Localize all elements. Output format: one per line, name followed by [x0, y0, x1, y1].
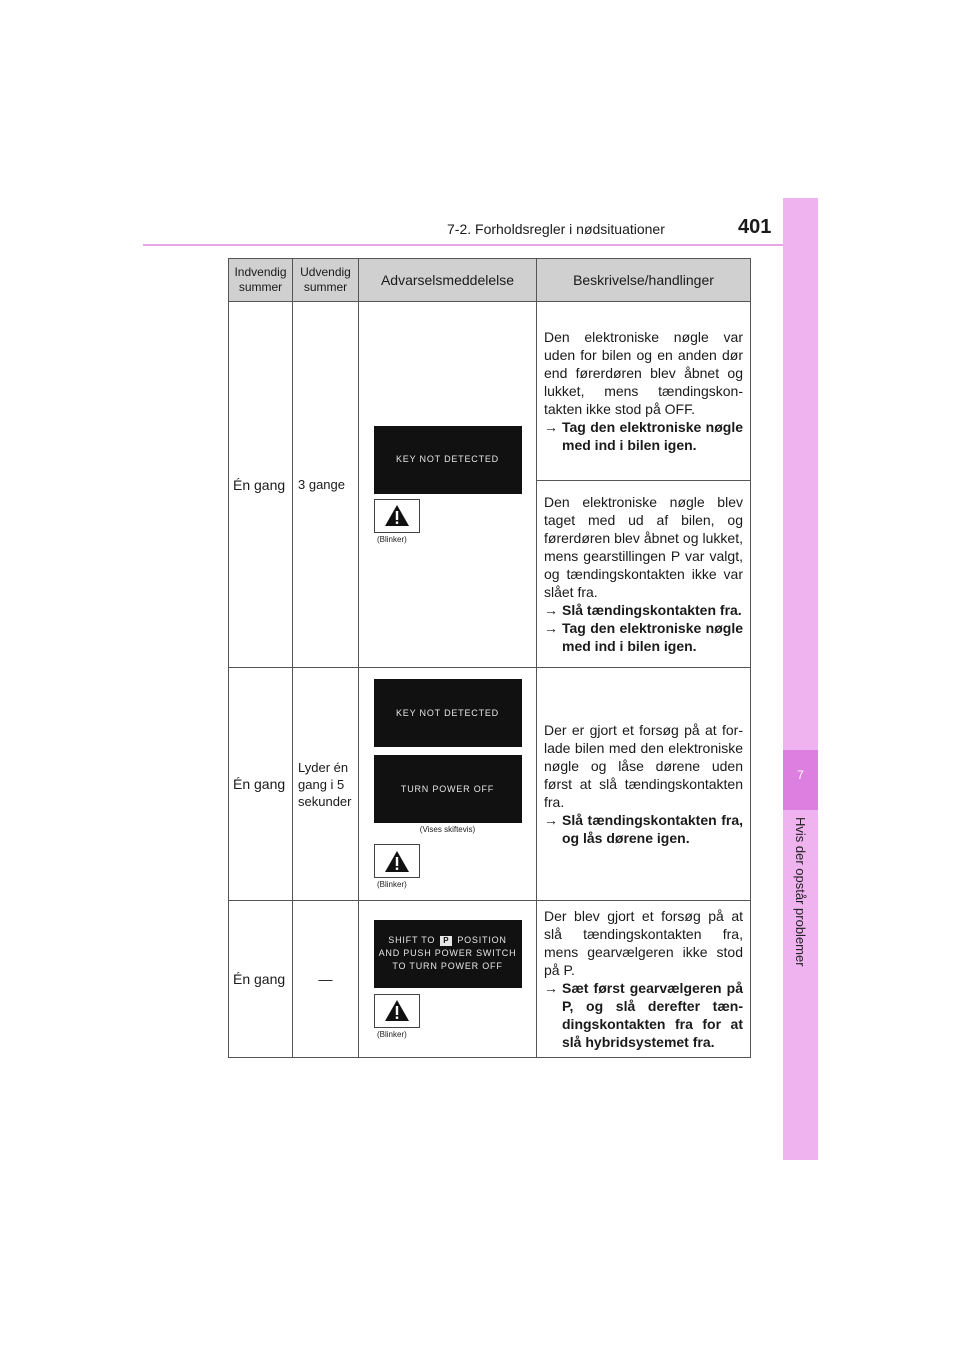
warning-table [228, 258, 751, 1058]
row1-outer-buzzer: 3 gange [293, 302, 359, 668]
blink-caption: (Blinker) [377, 534, 407, 544]
header-description: Beskrivelse/handlinger [537, 259, 751, 302]
table-row [229, 302, 751, 481]
row2-outer-buzzer: Lyder én gang i 5 sekunder [293, 668, 359, 901]
warning-triangle-icon [374, 499, 420, 533]
table-row [229, 668, 751, 901]
row1-description-a: Den elektroniske nøgle var uden for bilen og en anden dør end førerdøren blev åbnet og lukket, mens tændingskontakten ikke stod på OFF. → Tag den elektroniske nøgle med ind i bilen igen. [537, 302, 751, 481]
row3-message [359, 901, 537, 1058]
p-position-icon: P [440, 936, 452, 946]
row2-inner-buzzer: Én gang [229, 668, 293, 901]
row1-inner-buzzer: Én gang [229, 302, 293, 668]
row3-inner-buzzer: Én gang [229, 901, 293, 1058]
alternating-caption: (Vises skiftevis) [419, 825, 476, 834]
display-shift-to-p: SHIFT TO P POSITION AND PUSH POWER SWITCH TO TURN POWER OFF [374, 920, 522, 988]
warning-triangle-icon [374, 844, 420, 878]
header-inner-buzzer: Indvendig summer [229, 259, 293, 302]
display-key-not-detected: KEY NOT DETECTED [374, 426, 522, 494]
display-key-not-detected: KEY NOT DETECTED [374, 679, 522, 747]
header-rule [143, 244, 818, 246]
chapter-tab-label: Hvis der opstår problemer [793, 817, 808, 967]
table-header-row [229, 259, 751, 302]
section-title: 7-2. Forholdsregler i nødsituationer [447, 221, 665, 237]
header-outer-buzzer: Udvendig summer [293, 259, 359, 302]
row1-message [359, 302, 537, 668]
blink-caption: (Blinker) [377, 880, 407, 889]
row2-description: Der er gjort et forsøg på at forlade bilen med den elektroniske nøgle og låse dørene uden først at slå tændingskontakten fra. → Slå tændingskontakten fra, og lås dørene igen. [537, 668, 751, 901]
warning-triangle-icon [374, 994, 420, 1028]
table-row [229, 901, 751, 1058]
blink-caption: (Blinker) [377, 1029, 407, 1039]
chapter-tab-number: 7 [797, 768, 804, 782]
row3-description: Der blev gjort et forsøg på at slå tændingskontakten fra, mens gearvælgeren ikke stod på P. → Sæt først gearvælgeren på P, og slå derefter tændingskontakten fra for at slå hybridsystemet fra. [537, 901, 751, 1058]
page-number: 401 [738, 216, 772, 238]
row3-outer-buzzer: — [293, 901, 359, 1058]
header-message: Advarselsmeddelelse [359, 259, 537, 302]
row1-description-b: Den elektroniske nøgle blev taget med ud af bilen, og førerdøren blev åbnet og lukket, mens gearstillingen P var valgt, og tændingskontakten ikke var slået fra. → Slå tændingskontakten fra. → Tag den elektroniske nøgle med ind i bilen igen. [537, 481, 751, 668]
display-turn-power-off: TURN POWER OFF [374, 755, 522, 823]
row2-message [359, 668, 537, 901]
